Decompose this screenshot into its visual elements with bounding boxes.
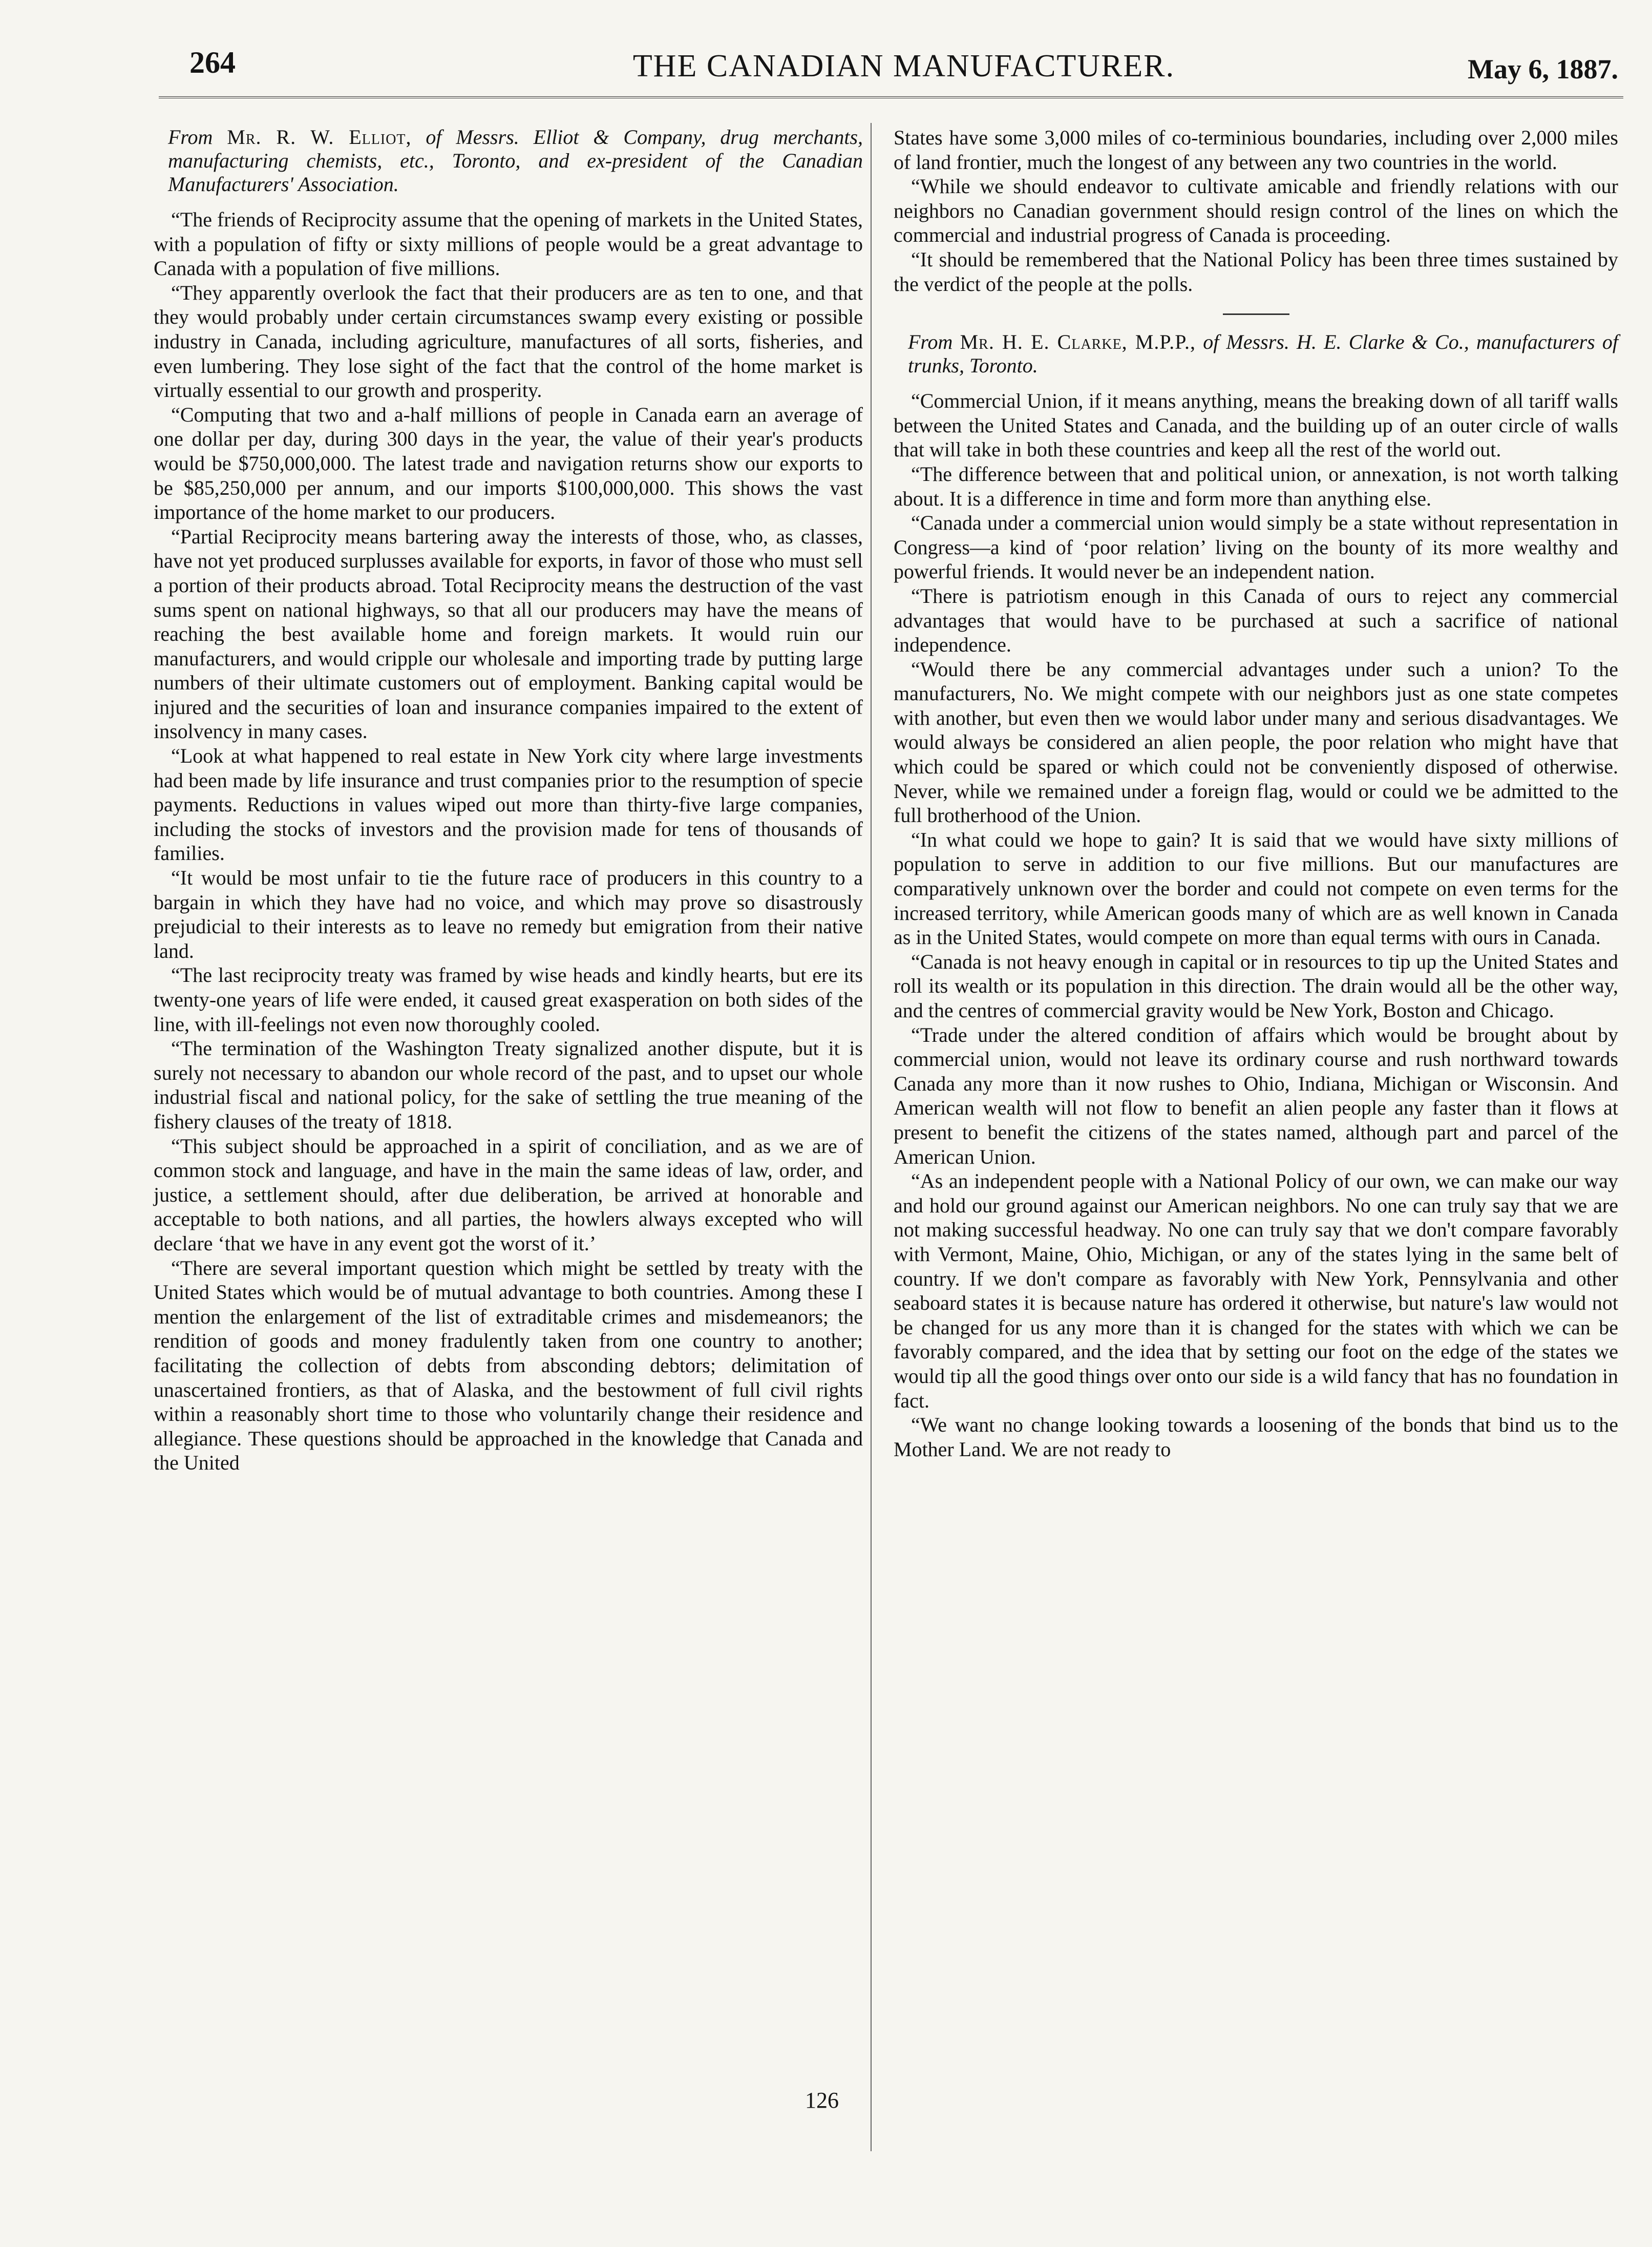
- paragraph: “They apparently overlook the fact that their producers are as ten to one, and that they would probably under certain circumstances swamp every existing or possible industry in Canada, including agriculture, manufactures of all sorts, fisheries, and even lumbering. They lose sight of the fact that the control of the home market is virtually essential to our growth and prosperity.: [154, 281, 863, 402]
- paragraph: “Trade under the altered condition of affairs which would be brought about by commercial union, would not leave its ordinary course and rush northward towards Canada any more than it now rushes to Ohio, Indiana, Michigan or Wisconsin. And American wealth will not flow to benefit an alien people any faster than it flows at present to benefit the citizens of the states named, although part and parcel of the American Union.: [894, 1023, 1618, 1168]
- attribution-description: of Messrs. Elliot & Company, drug merchants, manufacturing chemists, etc., Toronto, and ex-president of the Canadian Manufacturers' Association.: [168, 125, 863, 196]
- paragraph: “Partial Reciprocity means bartering away the interests of those, who, as classes, have not yet produced surplusses available for exports, in favor of those who must sell a portion of their products abroad. Total Reciprocity means the destruction of the vast sums spent on national highways, so that all our producers may have the means of reaching the best available home and foreign markets. It would ruin our manufacturers, and would cripple our wholesale and importing trade by putting large numbers of their ultimate customers out of employment. Banking capital would be injured and the securities of loan and insurance companies impaired to the extent of insolvency in many cases.: [154, 524, 863, 743]
- paragraph: “There are several important question which might be settled by treaty with the United States which would be of mutual advantage to both countries. Among these I mention the enlargement of the list of extraditable crimes and misdemeanors; the rendition of goods and money fradulently taken from one country to another; facilitating the collection of debts from absconding debtors; delimitation of unascertained frontiers, as that of Alaska, and the bestowment of full civil rights within a reasonably short time to those who voluntarily change their residence and allegiance. These questions should be approached in the knowledge that Canada and the United: [154, 1256, 863, 1475]
- attribution-description: of Messrs. H. E. Clarke & Co., manufacturers of trunks, Toronto.: [908, 330, 1619, 377]
- attribution-name: Mr. H. E. Clarke, M.P.P.,: [960, 330, 1196, 354]
- page-header: [189, 36, 1618, 97]
- paragraph: “Canada is not heavy enough in capital or in resources to tip up the United States and roll its wealth or its population in this direction. The drain would all be the other way, and the centres of commercial gravity would be New York, Boston and Chicago.: [894, 950, 1618, 1022]
- paragraph: “Computing that two and a-half millions of people in Canada earn an average of one dollar per day, during 300 days in the year, the value of their year's products would be $750,000,000. The latest trade and navigation returns show our exports to be $85,250,000 per annum, and our imports $100,000,000. This shows the vast importance of the home market to our producers.: [154, 403, 863, 524]
- attribution-clarke: [894, 330, 1618, 377]
- publication-title: THE CANADIAN MANUFACTURER.: [632, 49, 1175, 83]
- paragraph-continued: States have some 3,000 miles of co-terminious boundaries, including over 2,000 miles of land frontier, much the longest of any between any two countries in the world.: [894, 126, 1618, 174]
- paragraph: “It would be most unfair to tie the future race of producers in this country to a bargain in which they have had no voice, and which may prove so disastrously prejudicial to their interests as to leave no remedy but emigration from their native land.: [154, 866, 863, 962]
- paragraph: “Look at what happened to real estate in New York city where large investments had been made by life insurance and trust companies prior to the resumption of specie payments. Reductions in values wiped out more than thirty-five large companies, including the stocks of investors and the provision made for tens of thousands of families.: [154, 744, 863, 865]
- folio-number: 126: [805, 2088, 839, 2113]
- paragraph: “Commercial Union, if it means anything, means the breaking down of all tariff walls between the United States and Canada, and the building up of an outer circle of walls that will take in both these countries and keep all the rest of the world out.: [894, 389, 1618, 461]
- section-separator: [1223, 313, 1289, 315]
- paragraph: “There is patriotism enough in this Canada of ours to reject any commercial advantages that would have to be purchased at such a sacrifice of national independence.: [894, 584, 1618, 657]
- paragraph: “While we should endeavor to cultivate amicable and friendly relations with our neighbors no Canadian government should resign control of the lines on which the commercial and industrial progress of Canada is proceeding.: [894, 175, 1618, 247]
- right-column: [894, 125, 1618, 1461]
- paragraph: “It should be remembered that the National Policy has been three times sustained by the verdict of the people at the polls.: [894, 247, 1618, 296]
- attribution-elliot: [154, 125, 863, 196]
- paragraph: “As an independent people with a National Policy of our own, we can make our way and hold our ground against our American neighbors. No one can truly say that we are not making successful headway. No one can truly say that we don't compare favorably with Vermont, Maine, Ohio, Michigan, or any of the states lying in the same belt of country. If we don't compare as favorably with New York, Pennsylvania and other seaboard states it is because nature has ordered it otherwise, but nature's law would not be changed for us any more than it is changed for the states with which we can be favorably compared, and the idea that by setting our foot on the edge of the states we would tip all the good things over onto our side is a wild fancy that has no foundation in fact.: [894, 1169, 1618, 1412]
- paragraph: “The difference between that and political union, or annexation, is not worth talking about. It is a difference in time and form more than anything else.: [894, 462, 1618, 510]
- left-column: [154, 125, 863, 1475]
- paragraph: “This subject should be approached in a spirit of conciliation, and as we are of common stock and language, and have in the main the same ideas of law, order, and justice, a settlement should, after due deliberation, be arrived at honorable and acceptable to both nations, and all parties, the howlers always excepted who will declare ‘that we have in any event got the worst of it.’: [154, 1134, 863, 1255]
- paragraph: “Would there be any commercial advantages under such a union? To the manufacturers, No. We might compete with our neighbors just as one state competes with another, but even then we would labor under many and serious disadvantages. We would always be considered an alien people, the poor relation who might have that which could be spared or which could not be conveniently disposed of otherwise. Never, while we remained under a foreign flag, would or could we be admitted to the full brotherhood of the Union.: [894, 657, 1618, 827]
- paragraph: “We want no change looking towards a loosening of the bonds that bind us to the Mother Land. We are not ready to: [894, 1413, 1618, 1461]
- issue-date: May 6, 1887.: [1468, 54, 1618, 85]
- attribution-name: Mr. R. W. Elliot,: [227, 125, 412, 149]
- header-rule: [159, 96, 1623, 98]
- page-number: 264: [189, 46, 236, 79]
- attribution-from: From: [908, 330, 953, 354]
- column-divider: [871, 123, 872, 2151]
- paragraph: “In what could we hope to gain? It is said that we would have sixty millions of population to serve in addition to our five millions. But our manufactures are comparatively unknown over the border and could not compete on even terms for the increased territory, while American goods many of which are as well known in Canada as in the United States, would compete on more than equal terms with ours in Canada.: [894, 828, 1618, 949]
- paragraph: “The termination of the Washington Treaty signalized another dispute, but it is surely not necessary to abandon our whole record of the past, and to upset our whole industrial fiscal and national policy, for the sake of settling the true meaning of the fishery clauses of the treaty of 1818.: [154, 1037, 863, 1133]
- paragraph: “The friends of Reciprocity assume that the opening of markets in the United States, with a population of fifty or sixty millions of people would be a great advantage to Canada with a population of five millions.: [154, 208, 863, 280]
- paragraph: “The last reciprocity treaty was framed by wise heads and kindly hearts, but ere its twenty-one years of life were ended, it caused great exasperation on both sides of the line, with ill-feelings not even now thoroughly cooled.: [154, 963, 863, 1036]
- attribution-from: From: [168, 125, 213, 149]
- paragraph: “Canada under a commercial union would simply be a state without representation in Congress—a kind of ‘poor relation’ living on the bounty of its more wealthy and powerful friends. It would never be an independent nation.: [894, 511, 1618, 583]
